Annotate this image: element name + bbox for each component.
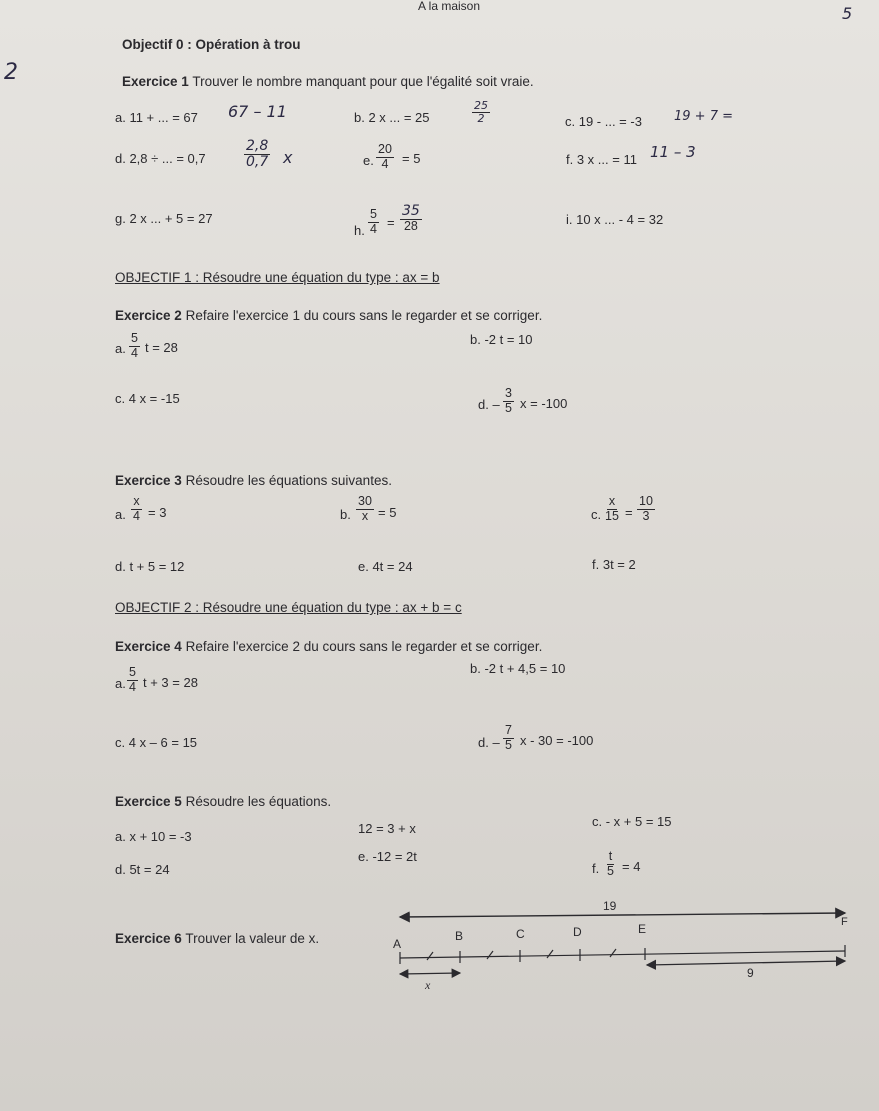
ex1-item-e-label: e.: [363, 153, 374, 168]
ex1-handwriting-d-x: x: [283, 148, 293, 167]
ex3-item-c-num2: 10: [639, 494, 653, 508]
point-A-label: A: [393, 937, 402, 951]
segment-diagram: [385, 895, 855, 995]
ex5-item-f-den: 5: [607, 863, 614, 878]
ex1-handwriting-c: 19 + 7 =: [674, 109, 733, 124]
ex1-handwriting-b-den: 2: [477, 112, 485, 126]
ex3-heading: [115, 474, 392, 488]
ex3-title: Exercice 3: [115, 473, 182, 488]
ex2-item-c: c. 4 x = -15: [115, 391, 180, 406]
ex1-item-h-den1: 4: [370, 221, 377, 236]
ex3-item-c-eq: =: [625, 505, 633, 520]
ex1-item-e-den: 4: [381, 156, 389, 171]
ex2-item-d-label: d. –: [478, 397, 500, 412]
ex1-item-e-rhs: = 5: [402, 151, 421, 166]
equal-mark-AB: [427, 952, 433, 960]
ex3-item-b-num: 30: [358, 494, 372, 508]
equal-mark-DE: [610, 949, 616, 957]
ex4-item-a-den: 4: [129, 679, 136, 694]
ex1-title: Exercice 1: [122, 74, 189, 89]
length-x-arrow: [400, 973, 460, 974]
ex4-item-d-rhs: x - 30 = -100: [520, 733, 594, 748]
ex1-handwriting-b-num: 25: [474, 99, 488, 112]
ex2-item-a-label: a.: [115, 341, 126, 356]
ex3-item-a-fraction: [131, 495, 142, 524]
equal-mark-BC: [487, 951, 493, 959]
main-segment: [400, 951, 845, 958]
equal-mark-CD: [547, 950, 553, 958]
ex2-item-b: b. -2 t = 10: [470, 332, 533, 347]
ex2-item-d-den: 5: [505, 400, 512, 415]
ex2-item-a-rhs: t = 28: [145, 340, 178, 355]
ex3-item-a-num: x: [133, 494, 140, 508]
ex4-item-d-num: 7: [505, 723, 512, 737]
point-D-label: D: [573, 925, 582, 939]
ex3-item-e: e. 4t = 24: [358, 559, 413, 574]
ex1-handwriting-d: [244, 139, 270, 171]
ex6-title: Exercice 6: [115, 931, 182, 946]
ex3-item-b-den: x: [361, 508, 369, 523]
ex3-item-b-label: b.: [340, 507, 351, 522]
ex1-handwriting-d-num: 2,8: [246, 138, 269, 154]
ex5-heading: [115, 795, 331, 809]
ex1-item-h-den2: 28: [403, 219, 418, 234]
length-19-arrow: [400, 913, 845, 917]
ex4-item-a-num: 5: [129, 665, 136, 679]
length-9-label: 9: [747, 966, 754, 980]
objectif0-title: Objectif 0 : Opération à trou: [122, 37, 301, 52]
margin-mark: 2: [4, 60, 18, 85]
ex4-item-a-label: a.: [115, 676, 126, 691]
ex3-item-f: f. 3t = 2: [592, 557, 636, 572]
ex4-title: Exercice 4: [115, 639, 182, 654]
point-B-label: B: [455, 929, 464, 943]
ex4-item-d-fraction: [503, 724, 514, 753]
ex3-item-c-num1: x: [608, 494, 616, 508]
ex1-item-h-eq: =: [387, 215, 395, 230]
ex1-item-g: g. 2 x ... + 5 = 27: [115, 211, 213, 226]
ex4-item-c: c. 4 x – 6 = 15: [115, 735, 198, 750]
ex4-item-b: b. -2 t + 4,5 = 10: [470, 661, 566, 676]
ex4-item-a-fraction: [127, 666, 138, 695]
ex1-item-h-fraction-1: [368, 208, 379, 237]
ex3-instructions: Résoudre les équations suivantes.: [185, 473, 392, 488]
objectif2-title: OBJECTIF 2 : Résoudre une équation du type : ax + b = c: [115, 600, 462, 615]
ex4-heading: [115, 640, 542, 654]
ex1-heading: [122, 75, 534, 89]
ex1-item-d: d. 2,8 ÷ ... = 0,7: [115, 151, 206, 166]
length-x-label: x: [425, 978, 431, 992]
ex2-item-d-rhs: x = -100: [520, 396, 568, 411]
ex3-item-b-rhs: = 5: [378, 505, 397, 520]
page-header-title: A la maison: [418, 0, 481, 13]
ex5-item-f-num: t: [608, 849, 613, 863]
ex1-item-f: f. 3 x ... = 11: [566, 152, 637, 167]
ex2-item-a-num: 5: [131, 331, 138, 345]
ex5-item-a: a. x + 10 = -3: [115, 829, 192, 844]
ex6-instructions: Trouver la valeur de x.: [185, 931, 320, 946]
ex3-item-d: d. t + 5 = 12: [115, 559, 185, 574]
ex5-item-d: d. 5t = 24: [115, 862, 170, 877]
ex1-item-i: i. 10 x ... - 4 = 32: [566, 212, 664, 227]
ex1-item-h-num2: 35: [402, 203, 420, 219]
ex3-item-b-fraction: [356, 495, 374, 524]
ex1-handwriting-f: 11 – 3: [650, 143, 696, 161]
corner-page-mark: 5: [842, 4, 853, 23]
ex2-item-a-fraction: [129, 332, 140, 361]
ex5-item-f-rhs: = 4: [622, 859, 641, 874]
ex2-instructions: Refaire l'exercice 1 du cours sans le regarder et se corriger.: [185, 308, 543, 323]
ex5-item-f-label: f.: [592, 861, 600, 876]
ex1-item-e-fraction: [376, 143, 394, 172]
ex3-item-c-den2: 3: [642, 508, 650, 523]
point-C-label: C: [516, 927, 525, 941]
ex5-item-f-fraction: [605, 850, 616, 879]
ex4-instructions: Refaire l'exercice 2 du cours sans le regarder et se corriger.: [185, 639, 543, 654]
ex4-item-a-rhs: t + 3 = 28: [143, 675, 198, 690]
point-F-label: F: [841, 916, 848, 928]
ex1-instructions: Trouver le nombre manquant pour que l'égalité soit vraie.: [192, 74, 534, 89]
ex3-item-a-den: 4: [133, 508, 140, 523]
ex1-handwriting-b: [472, 100, 490, 125]
ex3-item-c-den1: 15: [605, 508, 619, 523]
ex1-item-c: c. 19 - ... = -3: [565, 114, 642, 129]
ex3-item-a-rhs: = 3: [148, 505, 167, 520]
ex1-item-a: a. 11 + ... = 67: [115, 110, 198, 125]
length-9-arrow: [647, 961, 845, 965]
ex2-item-d-num: 3: [505, 386, 512, 400]
ex3-item-c-fraction-2: [637, 495, 655, 524]
ex4-item-d-den: 5: [505, 737, 512, 752]
ex6-heading: [115, 932, 319, 946]
ex1-item-h-fraction-2: [400, 204, 422, 234]
length-19-label: 19: [603, 899, 617, 913]
ex2-title: Exercice 2: [115, 308, 182, 323]
ex5-item-c: c. - x + 5 = 15: [592, 814, 672, 829]
ex5-title: Exercice 5: [115, 794, 182, 809]
ex2-item-a-den: 4: [131, 345, 138, 360]
ex2-heading: [115, 309, 542, 323]
ex1-handwriting-d-den: 0,7: [246, 154, 269, 171]
ex3-item-c-label: c.: [591, 507, 602, 522]
ex5-item-b: 12 = 3 + x: [358, 821, 416, 836]
objectif1-title: OBJECTIF 1 : Résoudre une équation du type : ax = b: [115, 270, 440, 285]
ex5-item-e: e. -12 = 2t: [358, 849, 417, 864]
ex2-item-d-fraction: [503, 387, 514, 416]
ex1-item-b: b. 2 x ... = 25: [354, 110, 430, 125]
ex3-item-c-fraction-1: [603, 495, 621, 524]
ex1-item-h-num1: 5: [370, 207, 377, 221]
ex4-item-d-label: d. –: [478, 735, 500, 750]
ex1-handwriting-a: 67 – 11: [228, 102, 287, 121]
point-E-label: E: [638, 922, 647, 936]
ex1-item-h-label: h.: [354, 223, 365, 238]
ex1-item-e-num: 20: [378, 142, 392, 156]
ex5-instructions: Résoudre les équations.: [185, 794, 332, 809]
ex3-item-a-label: a.: [115, 507, 126, 522]
